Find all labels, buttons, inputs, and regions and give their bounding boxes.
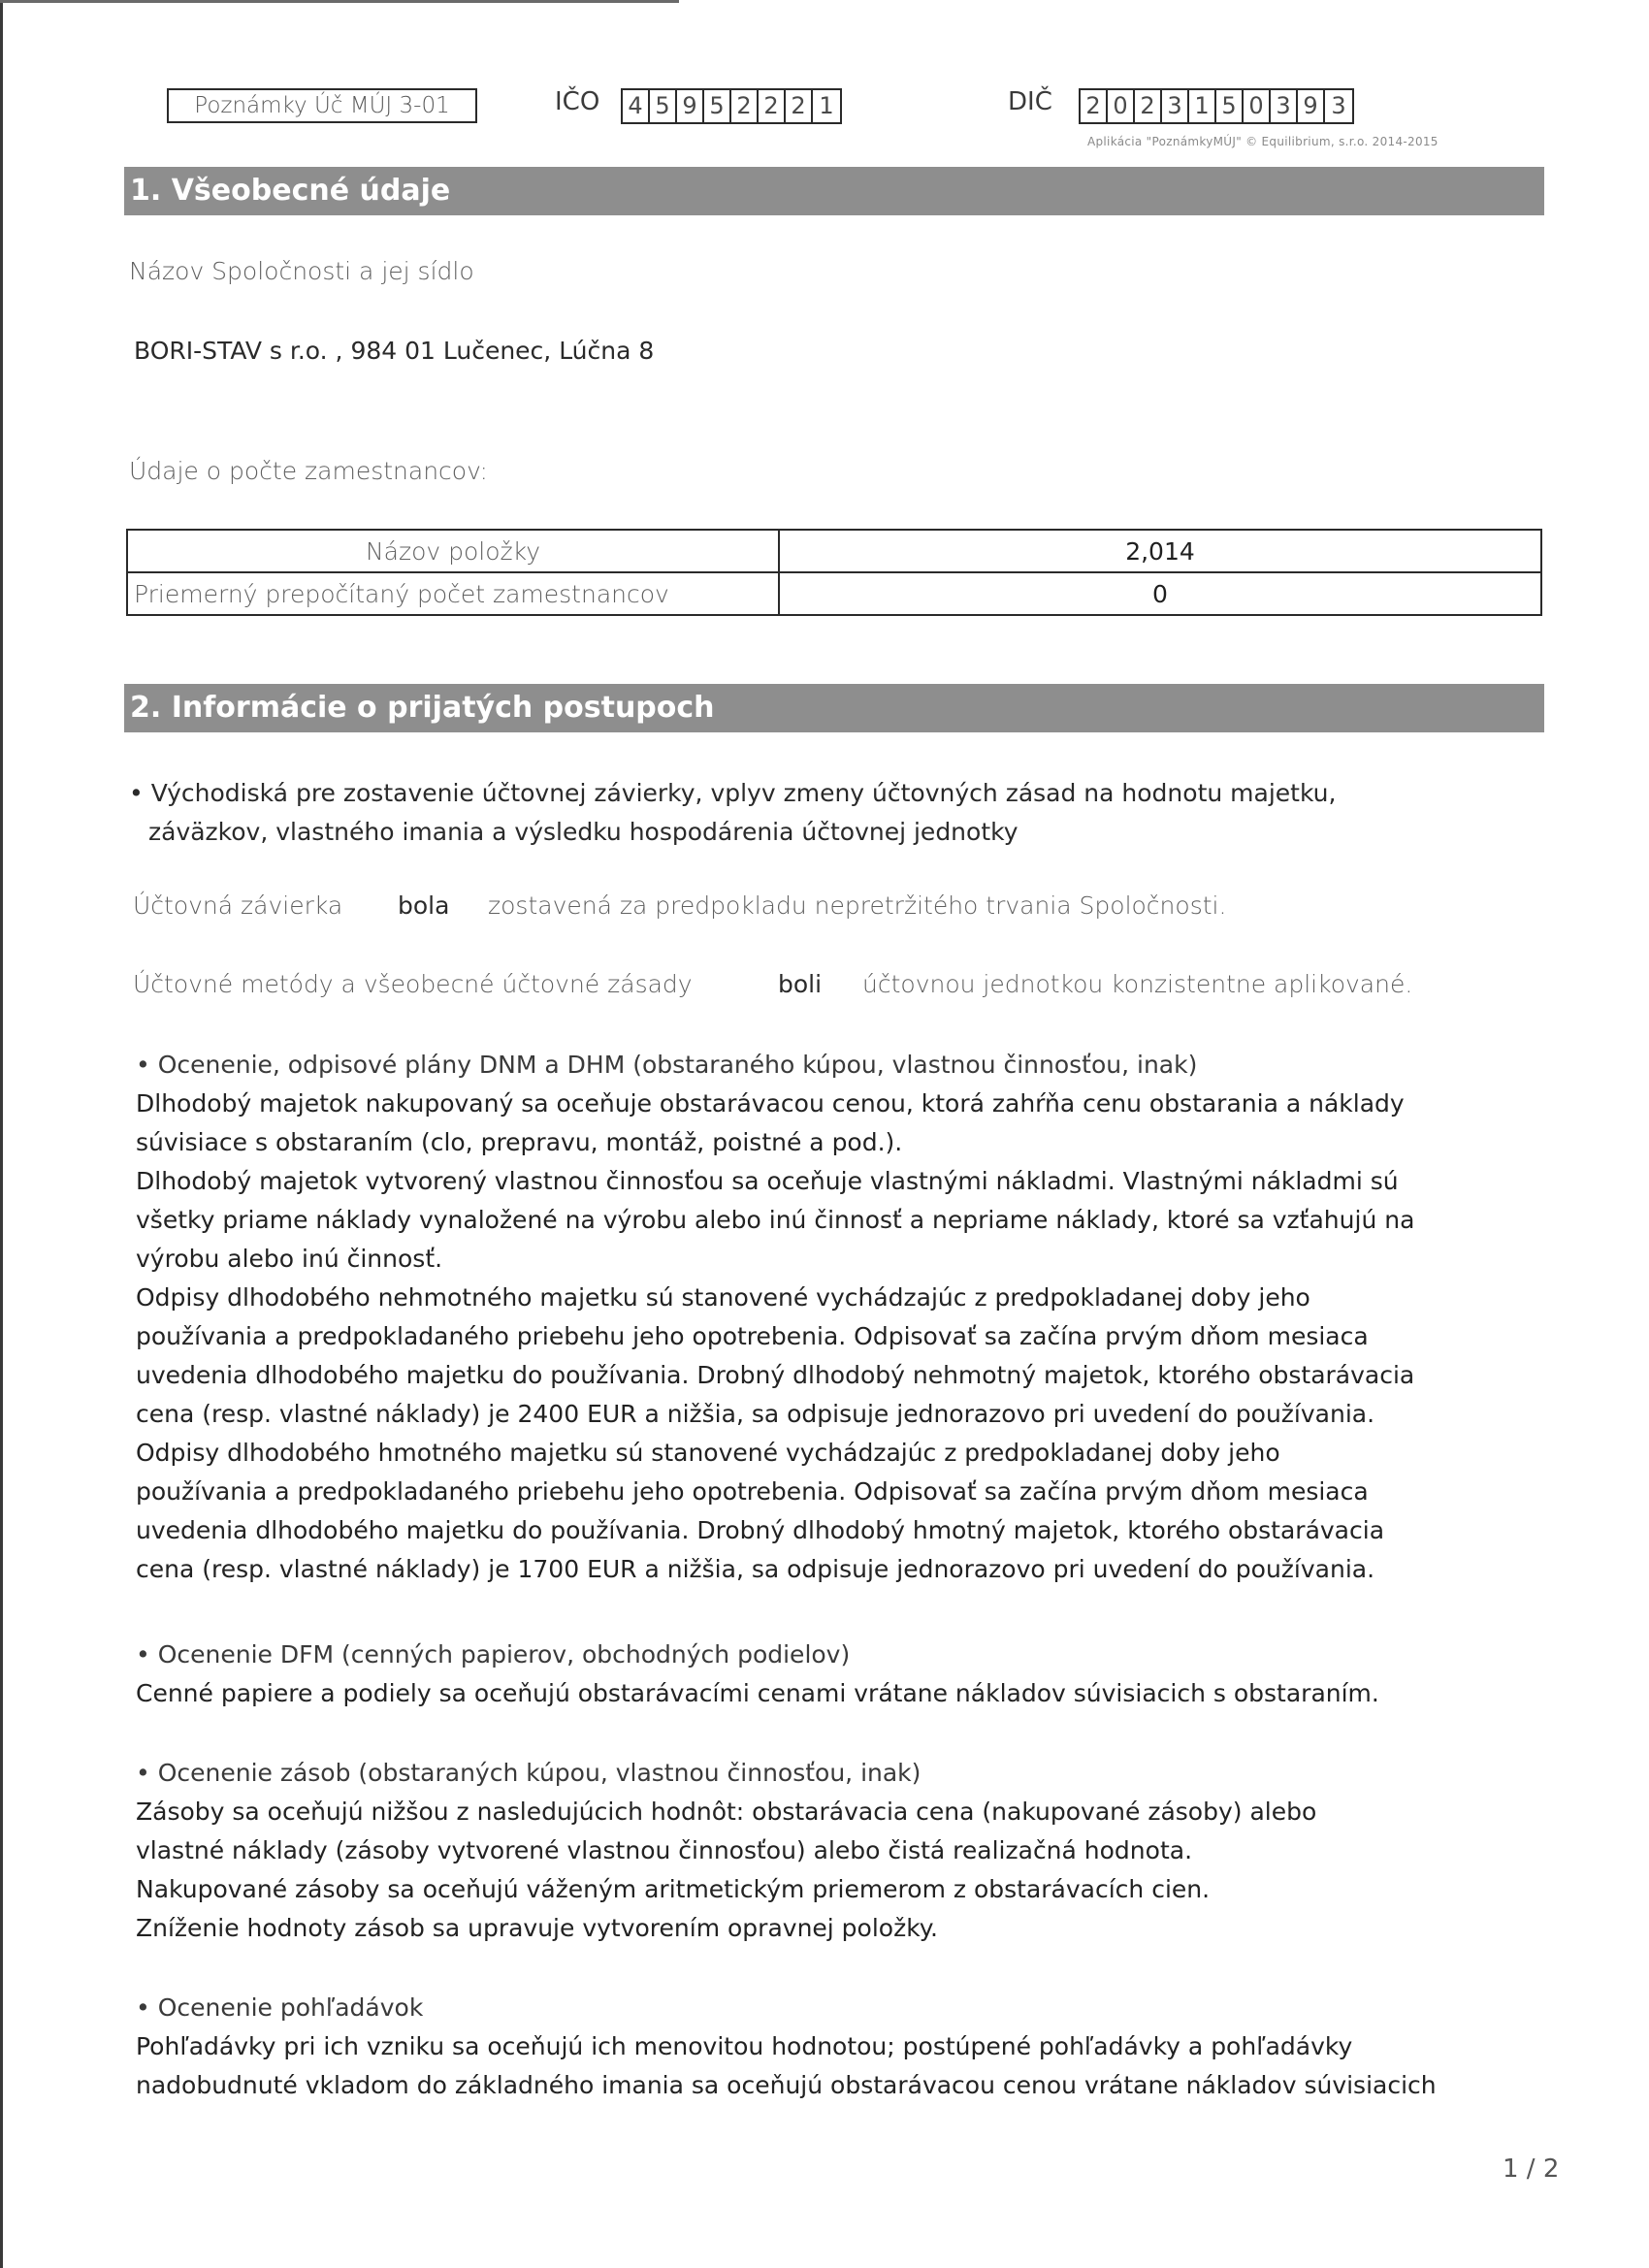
- block-line: Pohľadávky pri ich vzniku sa oceňujú ich menovitou hodnotou; postúpené pohľadávky a pohľadávky: [136, 2032, 1353, 2060]
- table-row: [127, 572, 1541, 615]
- section-1-header: 1. Všeobecné údaje: [124, 167, 1544, 215]
- block-line: používania a predpokladaného priebehu jeho opotrebenia. Odpisovať sa začína prvým dňom mesiaca: [136, 1477, 1369, 1506]
- section-2-header: 2. Informácie o prijatých postupoch: [124, 684, 1544, 732]
- ico-digit: 2: [731, 90, 759, 122]
- table-row-name: Priemerný prepočítaný počet zamestnancov: [127, 572, 779, 615]
- dic-digit: 3: [1271, 90, 1298, 122]
- ico-digit: 2: [759, 90, 786, 122]
- ico-digit: 2: [786, 90, 813, 122]
- table-header-name: Názov položky: [127, 530, 779, 572]
- dic-digit: 9: [1298, 90, 1325, 122]
- dfm-block: [136, 1636, 1379, 1713]
- intro-bullet-line-1: • Východiská pre zostavenie účtovnej závierky, vplyv zmeny účtovných zásad na hodnotu majetku,: [129, 779, 1337, 807]
- block-line: všetky priame náklady vynaložené na výrobu alebo inú činnosť a nepriame náklady, ktoré sa vzťahujú na: [136, 1206, 1415, 1234]
- table-header-row: [127, 530, 1541, 572]
- block-line: Odpisy dlhodobého hmotného majetku sú stanovené vychádzajúc z predpokladanej doby jeho: [136, 1439, 1280, 1467]
- dic-digit: 0: [1244, 90, 1271, 122]
- block-line: Dlhodobý majetok vytvorený vlastnou činnosťou sa oceňuje vlastnými nákladmi. Vlastnými nákladmi sú: [136, 1167, 1399, 1195]
- block-line: Cenné papiere a podiely sa oceňujú obstarávacími cenami vrátane nákladov súvisiacich s obstaraním.: [136, 1679, 1379, 1707]
- company-label: Názov Spoločnosti a jej sídlo: [129, 257, 474, 285]
- dic-label: DIČ: [1008, 87, 1052, 116]
- zasoby-block: [136, 1754, 1316, 1948]
- scan-edge: [0, 0, 3, 2268]
- dic-digit: 0: [1108, 90, 1135, 122]
- block-line: Zásoby sa oceňujú nižšou z nasledujúcich hodnôt: obstarávacia cena (nakupované zásoby) alebo: [136, 1798, 1317, 1826]
- line-a-label: Účtovná závierka: [133, 891, 343, 920]
- block-line: cena (resp. vlastné náklady) je 2400 EUR a nižšia, sa odpisuje jednorazovo pri uvedení do používania.: [136, 1400, 1375, 1428]
- dic-digit: 5: [1216, 90, 1244, 122]
- ico-digit-boxes: [621, 88, 842, 124]
- ico-digit: 1: [819, 92, 834, 119]
- intro-bullet-line-2: záväzkov, vlastného imania a výsledku hospodárenia účtovnej jednotky: [148, 818, 1018, 846]
- block-line: • Ocenenie DFM (cenných papierov, obchodných podielov): [136, 1640, 851, 1669]
- block-line: súvisiace s obstaraním (clo, prepravu, montáž, poistné a pod.).: [136, 1128, 903, 1156]
- block-line: používania a predpokladaného priebehu jeho opotrebenia. Odpisovať sa začína prvým dňom mesiaca: [136, 1322, 1369, 1350]
- ico-label: IČO: [555, 87, 600, 116]
- form-code-box: Poznámky Úč MÚJ 3-01: [167, 88, 477, 123]
- block-line: nadobudnuté vkladom do základného imania sa oceňujú obstarávacou cenou vrátane nákladov súvisiacich: [136, 2071, 1437, 2099]
- pohladavky-block: [136, 1989, 1437, 2105]
- block-line: • Ocenenie pohľadávok: [136, 1993, 424, 2022]
- line-a-keyword: bola: [398, 891, 450, 920]
- ico-digit: 5: [650, 90, 677, 122]
- ico-digit: 9: [677, 90, 704, 122]
- table-row-value: 0: [779, 572, 1541, 615]
- line-a-text: zostavená za predpokladu nepretržitého trvania Spoločnosti.: [488, 891, 1227, 920]
- line-b-label: Účtovné metódy a všeobecné účtovné zásady: [133, 970, 693, 998]
- block-line: uvedenia dlhodobého majetku do používania. Drobný dlhodobý nehmotný majetok, ktorého obstarávacia: [136, 1361, 1415, 1389]
- block-line: vlastné náklady (zásoby vytvorené vlastnou činnosťou) alebo čistá realizačná hodnota.: [136, 1836, 1193, 1864]
- ico-digit: 4: [623, 90, 650, 122]
- line-b-text: účtovnou jednotkou konzistentne aplikované.: [862, 970, 1413, 998]
- block-line: Odpisy dlhodobého nehmotného majetku sú stanovené vychádzajúc z predpokladanej doby jeho: [136, 1283, 1310, 1312]
- employees-table: [126, 529, 1542, 616]
- block-line: • Ocenenie zásob (obstaraných kúpou, vlastnou činnosťou, inak): [136, 1759, 922, 1787]
- dic-digit: 3: [1331, 92, 1346, 119]
- block-line: Nakupované zásoby sa oceňujú váženým aritmetickým priemerom z obstarávacích cien.: [136, 1875, 1211, 1903]
- block-line: Dlhodobý majetok nakupovaný sa oceňuje obstarávacou cenou, ktorá zahŕňa cenu obstarania a náklady: [136, 1089, 1405, 1118]
- block-line: • Ocenenie, odpisové plány DNM a DHM (obstaraného kúpou, vlastnou činnosťou, inak): [136, 1051, 1198, 1079]
- app-note: Aplikácia "PoznámkyMÚJ" © Equilibrium, s.r.o. 2014-2015: [1087, 135, 1439, 148]
- dic-digit: 1: [1189, 90, 1216, 122]
- block-line: cena (resp. vlastné náklady) je 1700 EUR a nižšia, sa odpisuje jednorazovo pri uvedení do používania.: [136, 1555, 1375, 1583]
- scan-edge-top: [0, 0, 679, 3]
- employees-label: Údaje o počte zamestnancov:: [129, 457, 488, 485]
- page-number: 1 / 2: [1503, 2155, 1560, 2184]
- table-header-year: 2,014: [779, 530, 1541, 572]
- ico-digit: 5: [704, 90, 731, 122]
- block-line: uvedenia dlhodobého majetku do používania. Drobný dlhodobý hmotný majetok, ktorého obstarávacia: [136, 1516, 1385, 1544]
- block-line: výrobu alebo inú činnosť.: [136, 1245, 443, 1273]
- dnm-dhm-block: [136, 1046, 1414, 1589]
- line-b-keyword: boli: [778, 970, 823, 998]
- block-line: Zníženie hodnoty zásob sa upravuje vytvorením opravnej položky.: [136, 1914, 938, 1942]
- dic-digit: 2: [1135, 90, 1162, 122]
- dic-digit-boxes: [1079, 88, 1354, 124]
- company-value: BORI-STAV s r.o. , 984 01 Lučenec, Lúčna 8: [134, 337, 655, 365]
- dic-digit: 3: [1162, 90, 1189, 122]
- dic-digit: 2: [1081, 90, 1108, 122]
- intro-bullet: [129, 774, 1336, 852]
